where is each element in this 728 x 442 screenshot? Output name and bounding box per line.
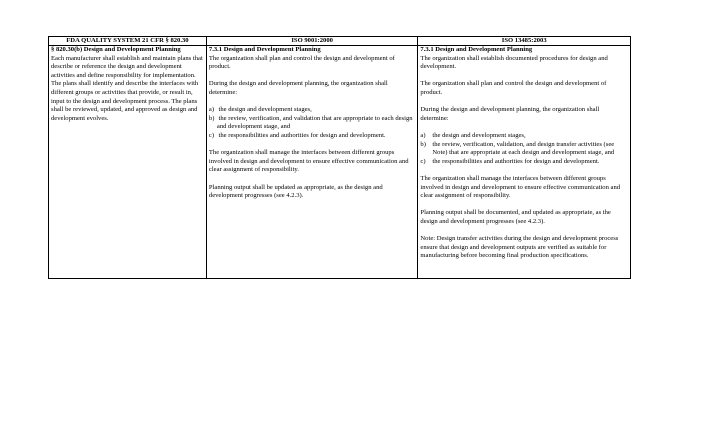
content-row — [49, 46, 631, 279]
list-marker: b) — [420, 140, 426, 148]
iso9001-list-item-c — [209, 132, 416, 141]
iso9001-cell — [206, 46, 418, 279]
iso9001-list-item-b — [209, 115, 416, 132]
iso13485-paragraph-1: The organization shall establish documented procedures for design and development. — [420, 54, 608, 71]
header-row — [49, 37, 631, 46]
fda-cell — [49, 46, 207, 279]
iso13485-cell — [418, 46, 631, 279]
list-marker: b) — [208, 114, 215, 122]
list-text: the review, verification, validation, and design transfer activities (see Note) that are appropriate at each design and development stage, and — [432, 140, 615, 157]
iso9001-paragraph-1: The organization shall plan and control the design and development of product. — [208, 54, 395, 71]
iso9001-heading: 7.3.1 Design and Development Planning — [208, 46, 321, 53]
list-marker: a) — [208, 106, 215, 114]
list-text: the review, verification, and validation that are appropriate to each design and development stage, and — [216, 114, 413, 131]
iso13485-paragraph-2: The organization shall plan and control the design and development of product. — [420, 80, 607, 96]
list-marker: c) — [208, 131, 215, 139]
iso13485-list-item-a — [420, 132, 628, 141]
iso13485-note: Note: Design transfer activities during the design and development process ensure that design and development outputs are verified as suitable for manufacturing before becoming final production specifications. — [420, 235, 619, 260]
list-marker: a) — [420, 131, 426, 139]
list-marker: c) — [420, 157, 426, 165]
list-text: the design and development stages, — [218, 106, 312, 114]
header-iso9001: ISO 9001:2000 — [206, 37, 418, 46]
iso9001-paragraph-3: The organization shall manage the interfaces between different groups involved in design and development to ensure effective communication and clear assignment of responsibility. — [208, 149, 409, 174]
iso13485-paragraph-4: The organization shall manage the interfaces between different groups involved in design and development to ensure effective communication and clear assignment of responsibility. — [420, 174, 621, 200]
header-iso13485: ISO 13485:2003 — [418, 37, 631, 46]
fda-heading: § 820.30(b) Design and Development Planning — [51, 46, 181, 53]
iso13485-heading: 7.3.1 Design and Development Planning — [420, 46, 533, 53]
list-text: the responsibilities and authorities for design and development. — [432, 157, 600, 165]
iso13485-paragraph-5: Planning output shall be documented, and updated as appropriate, as the design and development progresses (see 4.2.3). — [420, 209, 611, 225]
iso9001-list-item-a — [209, 106, 416, 115]
fda-text: Each manufacturer shall establish and maintain plans that describe or reference the design and development activities and define responsibility for implementation. The plans shall identify and describe the interfaces with different groups or activities that provide, or result in, input to the design and development process. The plans shall be reviewed, updated, and approved as design and development evolves. — [51, 54, 203, 122]
comparison-table — [48, 36, 631, 279]
list-text: the design and development stages, — [432, 131, 526, 139]
iso13485-list-item-c — [420, 158, 628, 167]
list-text: the responsibilities and authorities for design and development. — [218, 131, 386, 139]
iso9001-paragraph-4: Planning output shall be updated as appropriate, as the design and development progresses (see 4.2.3). — [208, 183, 383, 200]
iso13485-list-item-b — [420, 141, 628, 158]
header-fda: FDA QUALITY SYSTEM 21 CFR § 820.30 — [49, 37, 207, 46]
iso13485-paragraph-3: During the design and development planning, the organization shall determine: — [420, 106, 600, 122]
iso9001-paragraph-2: During the design and development planning, the organization shall determine: — [208, 80, 388, 96]
